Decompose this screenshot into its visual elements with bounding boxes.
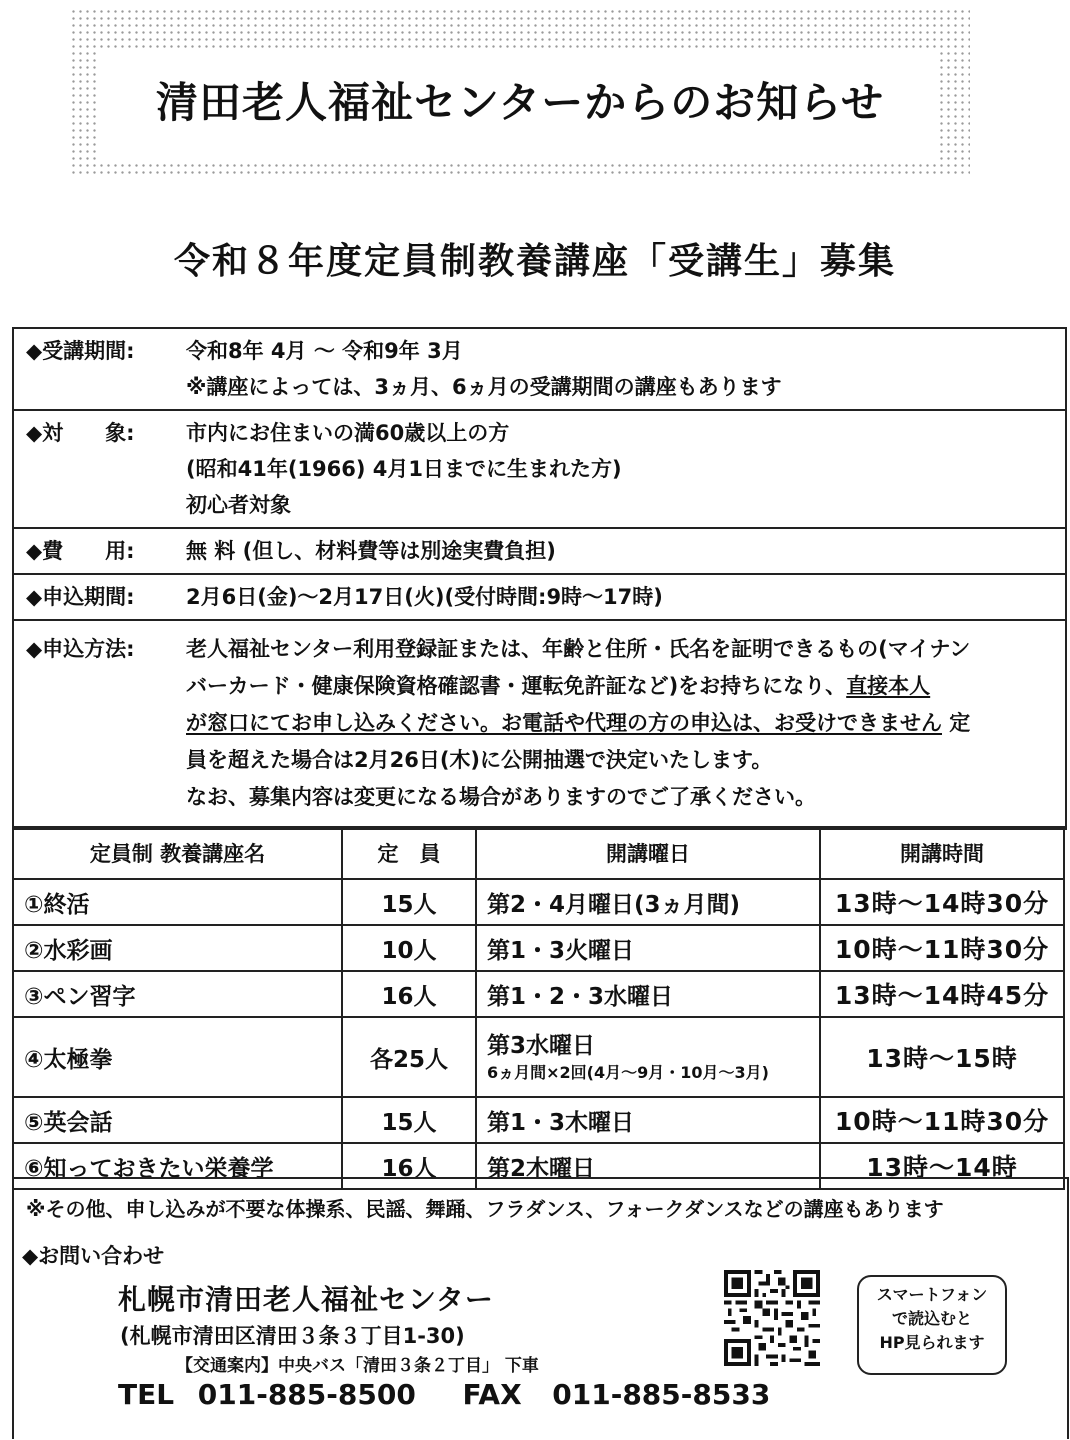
qr-note-line: で読込むと [891, 1309, 972, 1328]
course-capacity: 16人 [342, 971, 476, 1017]
course-day: 第2・4月曜日(3ヵ月間) [476, 879, 820, 925]
inquiry-label: ◆お問い合わせ [22, 1244, 165, 1268]
course-day: 第3水曜日 [487, 1033, 596, 1059]
method-in-person: 直接本人 [846, 674, 931, 698]
course-capacity: 15人 [342, 879, 476, 925]
course-time: 13時～14時45分 [820, 971, 1064, 1017]
target-beginner-note: 初心者対象 [186, 493, 291, 517]
table-row [13, 971, 1064, 1017]
fax-number: 011-885-8533 [552, 1378, 771, 1411]
qr-note-line: スマートフォン [876, 1285, 988, 1304]
apply-period-value: 2月6日(金)～2月17日(火)(受付時間:9時～17時) [186, 585, 663, 609]
course-time: 13時～14時 [820, 1143, 1064, 1189]
course-day: 第2木曜日 [476, 1143, 820, 1189]
fee-label: ◆費 用: [26, 539, 135, 563]
qr-code-icon[interactable] [724, 1270, 820, 1366]
tel-number: 011-885-8500 [197, 1378, 416, 1411]
method-line-2: バーカード・健康保険資格確認書・運転免許証など)をお持ちになり、 [186, 674, 847, 698]
period-note: ※講座によっては、3ヵ月、6ヵ月の受講期間の講座もあります [186, 375, 782, 399]
fax-label: FAX [462, 1378, 522, 1411]
period-label: ◆受講期間: [26, 339, 135, 363]
course-name: ③ペン習字 [13, 971, 342, 1017]
recruitment-subtitle: 令和８年度定員制教養講座「受講生」募集 [173, 241, 896, 282]
phone-fax-row [118, 1378, 770, 1411]
course-table [12, 826, 1065, 1190]
course-day: 第1・2・3水曜日 [476, 971, 820, 1017]
header-time: 開講時間 [820, 827, 1064, 879]
course-time: 10時～11時30分 [820, 925, 1064, 971]
course-name: ①終活 [13, 879, 342, 925]
page-title: 清田老人福祉センターからのお知らせ [155, 78, 885, 127]
method-line-3: が窓口にてお申し込みください。お電話や代理の方の申込は、お受けできません [186, 711, 942, 735]
course-name: ②水彩画 [13, 925, 342, 971]
info-row-period [14, 329, 1065, 411]
method-line-1: 老人福祉センター利用登録証または、年齢と住所・氏名を証明できるもの(マイナン [186, 637, 971, 661]
period-value: 令和8年 4月 ～ 令和9年 3月 [186, 339, 463, 363]
course-day: 第1・3木曜日 [476, 1097, 820, 1143]
table-row [13, 925, 1064, 971]
table-header-row [13, 827, 1064, 879]
course-name: ⑥知っておきたい栄養学 [13, 1143, 342, 1189]
course-time: 13時～15時 [820, 1017, 1064, 1097]
method-line-3-tail: 定 [942, 711, 971, 735]
qr-scan-note [857, 1275, 1007, 1375]
target-value: 市内にお住まいの満60歳以上の方 [186, 421, 510, 445]
course-day-note: 6ヵ月間×2回(4月～9月・10月～3月) [487, 1063, 769, 1082]
info-row-method [14, 621, 1065, 830]
info-row-target [14, 411, 1065, 529]
org-address: (札幌市清田区清田３条３丁目1-30) [120, 1324, 465, 1348]
apply-period-label: ◆申込期間: [26, 585, 135, 609]
method-label: ◆申込方法: [26, 637, 135, 661]
course-capacity: 16人 [342, 1143, 476, 1189]
transit-info: 【交通案内】中央バス「清田３条２丁目」 下車 [176, 1356, 539, 1376]
qr-note-line: HP見られます [879, 1333, 985, 1352]
header-day: 開講曜日 [476, 827, 820, 879]
info-row-fee [14, 529, 1065, 575]
info-row-apply-period [14, 575, 1065, 621]
table-row [13, 1097, 1064, 1143]
course-day: 第1・3火曜日 [476, 925, 820, 971]
method-line-4: 員を超えた場合は2月26日(木)に公開抽選で決定いたします。 [186, 748, 773, 772]
course-time: 10時～11時30分 [820, 1097, 1064, 1143]
course-time: 13時～14時30分 [820, 879, 1064, 925]
course-name: ④太極拳 [13, 1017, 342, 1097]
fee-value: 無 料 (但し、材料費等は別途実費負担) [186, 539, 556, 563]
info-box [12, 327, 1067, 830]
header-capacity: 定 員 [342, 827, 476, 879]
target-label: ◆対 象: [26, 421, 135, 445]
table-row [13, 879, 1064, 925]
header-course-name: 定員制 教養講座名 [13, 827, 342, 879]
tel-label: TEL [118, 1378, 175, 1411]
org-name: 札幌市清田老人福祉センター [118, 1283, 494, 1316]
target-birth-note: (昭和41年(1966) 4月1日までに生まれた方) [186, 457, 622, 481]
other-courses-note: ※その他、申し込みが不要な体操系、民謡、舞踊、フラダンス、フォークダンスなどの講座もあります [26, 1197, 944, 1221]
course-day-cell [476, 1017, 820, 1097]
table-row [13, 1017, 1064, 1097]
course-name: ⑤英会話 [13, 1097, 342, 1143]
course-capacity: 各25人 [342, 1017, 476, 1097]
method-line-5: なお、募集内容は変更になる場合がありますのでご了承ください。 [186, 785, 816, 809]
course-capacity: 15人 [342, 1097, 476, 1143]
course-capacity: 10人 [342, 925, 476, 971]
header-banner [70, 8, 970, 178]
